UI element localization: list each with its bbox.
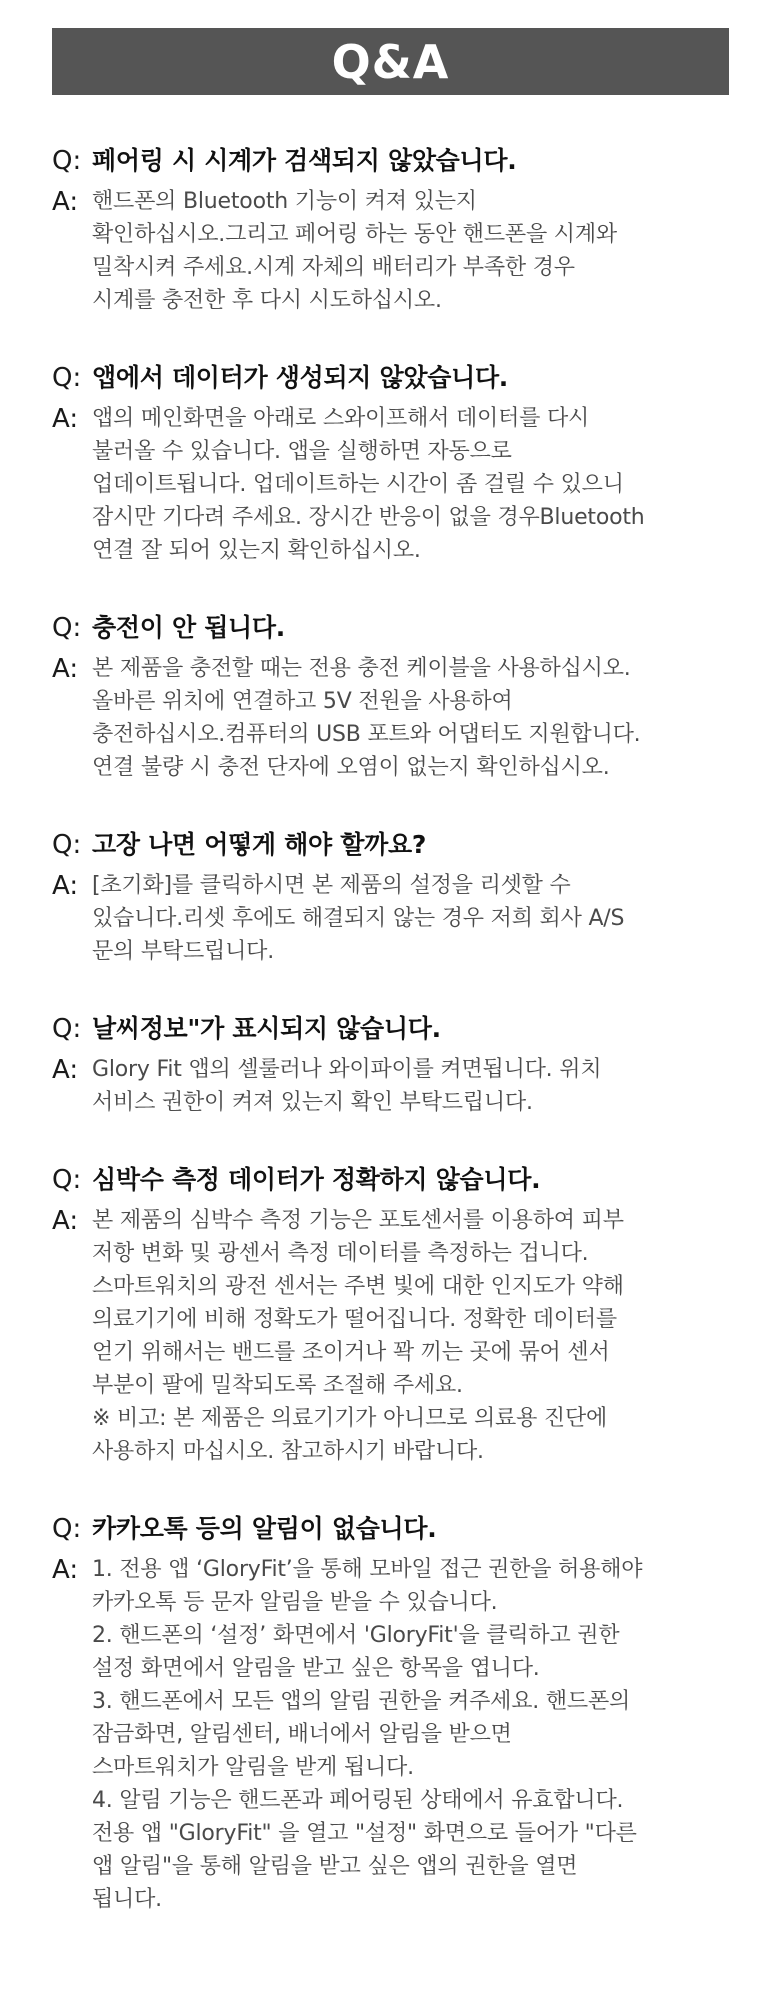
answer-line: 연결 잘 되어 있는지 확인하십시오.	[92, 538, 421, 563]
question-text: 심박수 측정 데이터가 정확하지 않습니다.	[92, 1165, 541, 1194]
answer-line: 확인하십시오.그리고 페어링 하는 동안 핸드폰을 시계와	[92, 222, 617, 247]
question-row	[52, 361, 732, 395]
answer-line: 있습니다.리셋 후에도 해결되지 않는 경우 저희 회사 A/S	[92, 906, 625, 931]
answer-text	[92, 1553, 642, 1916]
answer-line: ※ 비고: 본 제품은 의료기기가 아니므로 의료용 진단에	[92, 1406, 608, 1431]
answer-line: 1. 전용 앱 ‘GloryFit’을 통해 모바일 접근 권한을 허용해야	[92, 1557, 643, 1582]
answer-line: 부분이 팔에 밀착되도록 조절해 주세요.	[92, 1373, 463, 1398]
answer-text	[92, 1053, 601, 1119]
answer-line: 핸드폰의 Bluetooth 기능이 켜져 있는지	[92, 189, 477, 214]
qa-item	[52, 1512, 732, 1916]
question-marker: Q:	[52, 1014, 82, 1044]
answer-line: 4. 알림 기능은 핸드폰과 페어링된 상태에서 유효합니다.	[92, 1788, 624, 1813]
answer-row	[52, 402, 732, 567]
question-text: 고장 나면 어떻게 해야 할까요?	[92, 830, 427, 859]
answer-row	[52, 1204, 732, 1468]
question-marker: Q:	[52, 363, 82, 393]
question-row	[52, 1163, 732, 1197]
answer-line: 잠시만 기다려 주세요. 장시간 반응이 없을 경우Bluetooth	[92, 505, 645, 530]
qa-item	[52, 144, 732, 317]
answer-row	[52, 869, 732, 968]
answer-line: 됩니다.	[92, 1887, 162, 1912]
answer-line: 사용하지 마십시오. 참고하시기 바랍니다.	[92, 1439, 484, 1464]
qa-item	[52, 361, 732, 567]
answer-line: 얻기 위해서는 밴드를 조이거나 꽉 끼는 곳에 묶어 센서	[92, 1340, 610, 1365]
answer-marker: A:	[52, 871, 79, 901]
qa-list	[52, 144, 732, 1916]
answer-line: 카카오톡 등 문자 알림을 받을 수 있습니다.	[92, 1590, 498, 1615]
answer-row	[52, 1053, 732, 1119]
answer-line: 잠금화면, 알림센터, 배너에서 알림을 받으면	[92, 1722, 512, 1747]
answer-line: 본 제품의 심박수 측정 기능은 포토센서를 이용하여 피부	[92, 1208, 624, 1233]
answer-line: 앱의 메인화면을 아래로 스와이프해서 데이터를 다시	[92, 406, 590, 431]
answer-text	[92, 869, 624, 968]
qa-item	[52, 611, 732, 784]
answer-line: 스마트워치의 광전 센서는 주변 빛에 대한 인지도가 약해	[92, 1274, 624, 1299]
answer-text	[92, 1204, 624, 1468]
answer-line: 업데이트됩니다. 업데이트하는 시간이 좀 걸릴 수 있으니	[92, 472, 624, 497]
qa-item	[52, 828, 732, 968]
answer-line: 연결 불량 시 충전 단자에 오염이 없는지 확인하십시오.	[92, 755, 610, 780]
question-marker: Q:	[52, 830, 82, 860]
answer-marker: A:	[52, 404, 79, 434]
answer-row	[52, 1553, 732, 1916]
answer-line: 문의 부탁드립니다.	[92, 939, 275, 964]
question-marker: Q:	[52, 1514, 82, 1544]
answer-marker: A:	[52, 1206, 79, 1236]
question-text: 앱에서 데이터가 생성되지 않았습니다.	[92, 363, 509, 392]
answer-text	[92, 185, 617, 317]
answer-text	[92, 652, 640, 784]
question-marker: Q:	[52, 1165, 82, 1195]
question-row	[52, 828, 732, 862]
question-row	[52, 1012, 732, 1046]
question-text: 충전이 안 됩니다.	[92, 613, 285, 642]
question-row	[52, 1512, 732, 1546]
answer-line: 스마트워치가 알림을 받게 됩니다.	[92, 1755, 414, 1780]
answer-line: 2. 핸드폰의 ‘설정’ 화면에서 'GloryFit'을 클릭하고 권한	[92, 1623, 620, 1648]
answer-line: 서비스 권한이 켜져 있는지 확인 부탁드립니다.	[92, 1090, 533, 1115]
answer-line: 본 제품을 충전할 때는 전용 충전 케이블을 사용하십시오.	[92, 656, 631, 681]
answer-line: 충전하십시오.컴퓨터의 USB 포트와 어댑터도 지원합니다.	[92, 722, 641, 747]
answer-row	[52, 652, 732, 784]
answer-marker: A:	[52, 1555, 79, 1585]
answer-line: 밀착시켜 주세요.시계 자체의 배터리가 부족한 경우	[92, 255, 575, 280]
answer-line: 불러올 수 있습니다. 앱을 실행하면 자동으로	[92, 439, 512, 464]
answer-line: Glory Fit 앱의 셀룰러나 와이파이를 켜면됩니다. 위치	[92, 1057, 602, 1082]
qa-header-banner	[52, 28, 729, 95]
question-text: 날씨정보"가 표시되지 않습니다.	[92, 1014, 441, 1043]
answer-text	[92, 402, 645, 567]
answer-line: 저항 변화 및 광센서 측정 데이터를 측정하는 겁니다.	[92, 1241, 589, 1266]
answer-marker: A:	[52, 187, 79, 217]
answer-line: 앱 알림"을 통해 알림을 받고 싶은 앱의 권한을 열면	[92, 1854, 578, 1879]
qa-item	[52, 1012, 732, 1119]
question-text: 페어링 시 시계가 검색되지 않았습니다.	[92, 146, 517, 175]
answer-line: 올바른 위치에 연결하고 5V 전원을 사용하여	[92, 689, 513, 714]
question-row	[52, 611, 732, 645]
answer-line: 시계를 충전한 후 다시 시도하십시오.	[92, 288, 442, 313]
answer-line: 3. 핸드폰에서 모든 앱의 알림 권한을 켜주세요. 핸드폰의	[92, 1689, 631, 1714]
question-marker: Q:	[52, 613, 82, 643]
answer-line: [초기화]를 클릭하시면 본 제품의 설정을 리셋할 수	[92, 873, 571, 898]
question-row	[52, 144, 732, 178]
answer-row	[52, 185, 732, 317]
page-title: Q&A	[331, 34, 450, 89]
answer-marker: A:	[52, 1055, 79, 1085]
qa-item	[52, 1163, 732, 1468]
question-marker: Q:	[52, 146, 82, 176]
answer-line: 설정 화면에서 알림을 받고 싶은 항목을 엽니다.	[92, 1656, 540, 1681]
answer-marker: A:	[52, 654, 79, 684]
answer-line: 전용 앱 "GloryFit" 을 열고 "설정" 화면으로 들어가 "다른	[92, 1821, 637, 1846]
question-text: 카카오톡 등의 알림이 없습니다.	[92, 1514, 437, 1543]
answer-line: 의료기기에 비해 정확도가 떨어집니다. 정확한 데이터를	[92, 1307, 617, 1332]
